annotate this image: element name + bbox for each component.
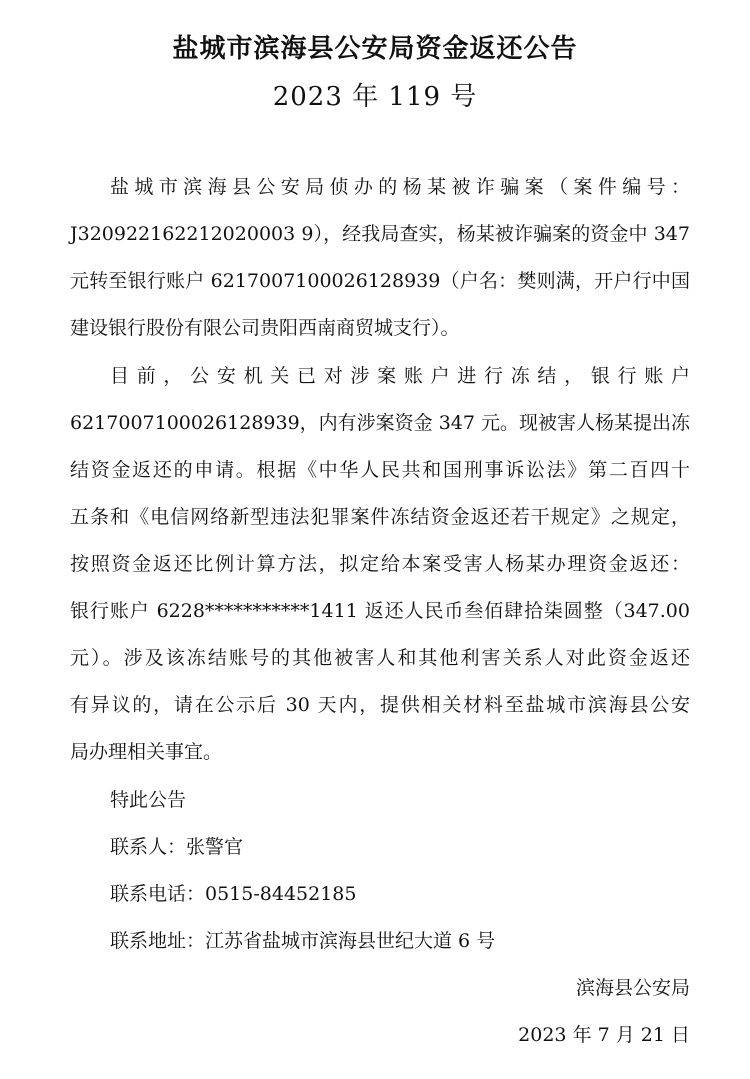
paragraph-2-line-4: 五条和《电信网络新型违法犯罪案件冻结资金返还若干规定》之规定， bbox=[70, 506, 690, 528]
paragraph-2-line-3: 结资金返还的申请。根据《中华人民共和国刑事诉讼法》第二百四十 bbox=[70, 459, 690, 481]
contact-address: 联系地址：江苏省盐城市滨海县世纪大道 6 号 bbox=[110, 930, 496, 952]
paragraph-2-line-2: 6217007100026128939，内有涉案资金 347 元。现被害人杨某提出冻 bbox=[70, 412, 691, 434]
contact-person: 联系人：张警官 bbox=[110, 836, 244, 858]
paragraph-1-line-2: J320922162212020003 9），经我局查实，杨某被诈骗案的资金中 347 bbox=[70, 223, 690, 245]
paragraph-2-line-7: 元）。涉及该冻结账号的其他被害人和其他利害关系人对此资金返还 bbox=[70, 647, 690, 669]
paragraph-1-line-1: 盐城市滨海县公安局侦办的杨某被诈骗案（案件编号： bbox=[110, 176, 690, 198]
issuer-name: 滨海县公安局 bbox=[575, 977, 690, 999]
paragraph-2-line-1: 目前，公安机关已对涉案账户进行冻结，银行账户 bbox=[110, 365, 690, 387]
notice-text: 特此公告 bbox=[110, 789, 187, 811]
document-number: 2023 年 119 号 bbox=[272, 82, 478, 112]
paragraph-2-line-5: 按照资金返还比例计算方法，拟定给本案受害人杨某办理资金返还： bbox=[70, 553, 690, 575]
issue-date: 2023 年 7 月 21 日 bbox=[518, 1024, 690, 1046]
paragraph-1-line-4: 建设银行股份有限公司贵阳西南商贸城支行）。 bbox=[70, 317, 460, 339]
paragraph-2-line-9: 局办理相关事宜。 bbox=[70, 741, 223, 763]
paragraph-1-line-3: 元转至银行账户 6217007100026128939（户名：樊则满，开户行中国 bbox=[70, 270, 690, 292]
paragraph-2-line-6: 银行账户 6228***********1411 返还人民币叁佰肆拾柒圆整（347.00 bbox=[70, 600, 690, 622]
contact-phone: 联系电话：0515-84452185 bbox=[110, 883, 357, 905]
document-title: 盐城市滨海县公安局资金返还公告 bbox=[172, 34, 578, 64]
paragraph-2-line-8: 有异议的，请在公示后 30 天内，提供相关材料至盐城市滨海县公安 bbox=[70, 694, 690, 716]
